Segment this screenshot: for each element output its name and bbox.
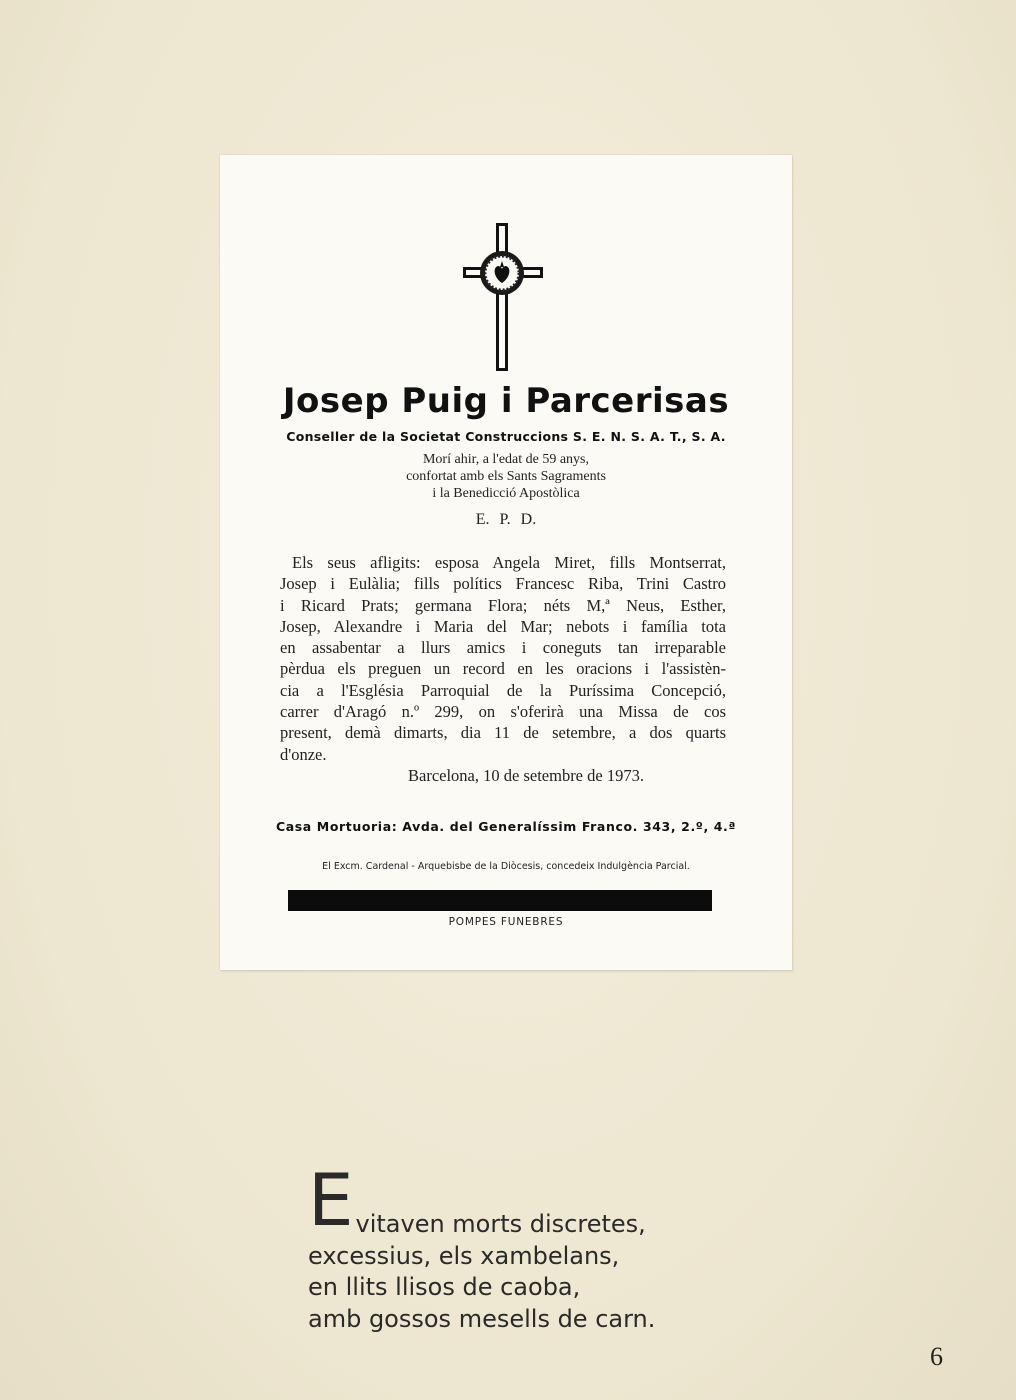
mortuary-address: Casa Mortuoria: Avda. del Generalíssim Franco. 343, 2.º, 4.ª	[275, 819, 737, 834]
paragraph-line: d'onze.	[280, 744, 327, 764]
paragraph-line: Josep i Eulàlia; fills polítics Francesc Riba, Trini Castro	[280, 574, 726, 594]
paragraph-line: Josep, Alexandre i Maria del Mar; nebots i família tota	[280, 616, 726, 636]
paragraph-line: carrer d'Aragó n.º 299, on s'oferirà una Missa de cos	[280, 702, 726, 722]
indulgence-note: El Excm. Cardenal - Arquebisbe de la Diòcesis, concedeix Indulgència Parcial.	[322, 861, 690, 872]
deceased-name: Josep Puig i Parcerisas	[282, 381, 730, 421]
funeral-home: POMPES FUNEBRES	[448, 916, 564, 928]
paragraph-line: pèrdua els preguen un record en les oracions i l'assistèn-	[280, 659, 726, 679]
mourners-paragraph	[280, 552, 726, 765]
dateline: Barcelona, 10 de setembre de 1973.	[408, 766, 644, 785]
paragraph-line: Els seus afligits: esposa Angela Miret, fills Montserrat,	[292, 553, 726, 572]
obituary-card	[220, 155, 792, 970]
deceased-role: Conseller de la Societat Construccions S. E. N. S. A. T., S. A.	[286, 429, 726, 444]
poem-line: excessius, els xambelans,	[308, 1241, 620, 1270]
poem-line: vitaven morts discretes,	[355, 1210, 646, 1238]
poem-line: en llits llisos de caoba,	[308, 1273, 581, 1301]
page-number: 6	[930, 1342, 943, 1371]
poem-stanza	[308, 1158, 656, 1335]
announce-line: i la Benedicció Apostòlica	[432, 486, 580, 501]
paragraph-line: en assabentar a llurs amics i coneguts tan irreparable	[280, 638, 726, 658]
epd-initials: E. P. D.	[475, 511, 537, 528]
announce-line: Morí ahir, a l'edat de 59 anys,	[422, 452, 590, 467]
death-announcement	[220, 451, 792, 502]
paragraph-line: i Ricard Prats; germana Flora; néts M,ª Neus, Esther,	[280, 595, 726, 615]
announce-line: confortat amb els Sants Sagraments	[406, 469, 606, 484]
mourning-band	[288, 890, 712, 911]
paragraph-line: present, demà dimarts, dia 11 de setembre, a dos quarts	[280, 723, 726, 743]
cross-icon	[463, 223, 543, 371]
paragraph-line: cia a l'Església Parroquial de la Puríssima Concepció,	[280, 680, 726, 700]
drop-cap: E	[308, 1158, 354, 1242]
cross-emblem	[463, 223, 543, 371]
poem-line: amb gossos mesells de carn.	[308, 1304, 656, 1333]
